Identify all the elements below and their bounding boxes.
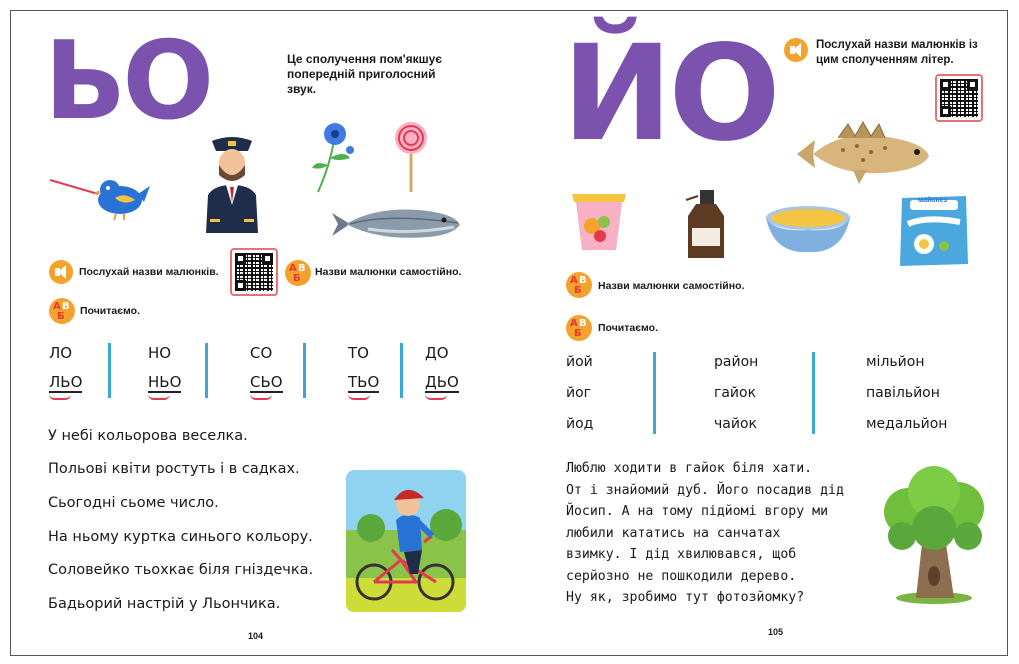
bird-illustration — [50, 172, 150, 222]
ruffe-fish-illustration — [793, 120, 933, 188]
alphabet-icon: А В Б — [566, 315, 592, 341]
alphabet-icon: А В Б — [566, 272, 592, 298]
name-instruction-right: Назви малюнки самостійно. — [598, 280, 745, 292]
big-letters-right: ЙО — [562, 17, 777, 171]
qr-code-left[interactable] — [230, 248, 278, 296]
qr-code-right[interactable] — [935, 74, 983, 122]
broth-bowl-illustration — [764, 202, 852, 254]
page-number-left: 104 — [248, 631, 264, 641]
story-line: Йосип. А на тому підйомі вгору ми — [566, 504, 829, 519]
word: чайок — [714, 416, 757, 432]
syllable-top: ЛО — [49, 344, 73, 362]
softening-note: Це сполучення пом'якшує попередній приголосний звук. — [287, 52, 442, 96]
speaker-icon[interactable] — [49, 260, 73, 284]
column-divider — [400, 343, 403, 398]
iodine-bottle-illustration — [684, 190, 728, 260]
syllable-top: НО — [148, 344, 172, 362]
read-instruction-left: Почитаємо. — [80, 305, 140, 317]
word: мільйон — [866, 354, 925, 370]
speaker-icon[interactable] — [784, 38, 808, 62]
column-divider — [205, 343, 208, 398]
big-letters-left: ЬО — [44, 19, 211, 144]
syllable-top: СО — [250, 344, 273, 362]
word: йог — [566, 385, 592, 401]
alphabet-icon: А В Б — [49, 298, 75, 324]
sentence: Соловейко тьохкає біля гніздечка. — [48, 562, 314, 578]
mayonnaise-label: майонез — [918, 197, 948, 204]
word: район — [714, 354, 759, 370]
page-number-right: 105 — [768, 627, 784, 637]
alphabet-icon: А В Б — [285, 260, 311, 286]
syllable-soft: ТЬО — [348, 374, 379, 400]
read-instruction-right: Почитаємо. — [598, 322, 658, 334]
story-line: От і знайомий дуб. Його посадив дід — [566, 483, 844, 498]
syllable-soft: ЛЬО — [49, 374, 82, 400]
story-line: Ну як, зробимо тут фотозйомку? — [566, 590, 805, 605]
story-line: взимку. І дід хвилювався, щоб — [566, 547, 797, 562]
syllable-soft: СЬО — [250, 374, 283, 400]
pilot-illustration — [202, 135, 262, 233]
listen-instruction-right: Послухай назви малюнків із цим сполученням літер. — [816, 39, 978, 66]
word: гайок — [714, 385, 757, 401]
story-line: серйозно не пошкодили дерево. — [566, 569, 797, 584]
column-divider — [812, 352, 815, 434]
column-divider — [303, 343, 306, 398]
column-divider — [108, 343, 111, 398]
column-divider — [653, 352, 656, 434]
story-line: Люблю ходити в гайок біля хати. — [566, 461, 813, 476]
boy-on-bicycle-illustration — [346, 470, 466, 612]
listen-instruction: Послухай назви малюнків. — [79, 266, 219, 278]
syllable-soft: НЬО — [148, 374, 181, 400]
syllable-top: ТО — [348, 344, 369, 362]
cornflower-illustration — [308, 120, 358, 195]
name-instruction-left: Назви малюнки самостійно. — [315, 266, 462, 278]
syllable-top: ДО — [425, 344, 449, 362]
yogurt-cup-illustration — [568, 190, 630, 252]
syllable-soft: ДЬО — [425, 374, 459, 400]
sentence: Сьогодні сьоме число. — [48, 495, 219, 511]
herring-fish-illustration — [328, 203, 462, 245]
word: павільйон — [866, 385, 940, 401]
lollipop-illustration — [393, 120, 429, 192]
sentence: Бадьорий настрій у Льончика. — [48, 596, 281, 612]
story-line: любили кататись на санчатах — [566, 526, 781, 541]
word: медальйон — [866, 416, 948, 432]
sentence: У небі кольорова веселка. — [48, 428, 248, 444]
sentence: Польові квіти ростуть і в садках. — [48, 461, 300, 477]
sentence: На ньому куртка синього кольору. — [48, 529, 313, 545]
oak-tree-illustration — [878, 464, 990, 604]
word: йой — [566, 354, 593, 370]
word: йод — [566, 416, 594, 432]
